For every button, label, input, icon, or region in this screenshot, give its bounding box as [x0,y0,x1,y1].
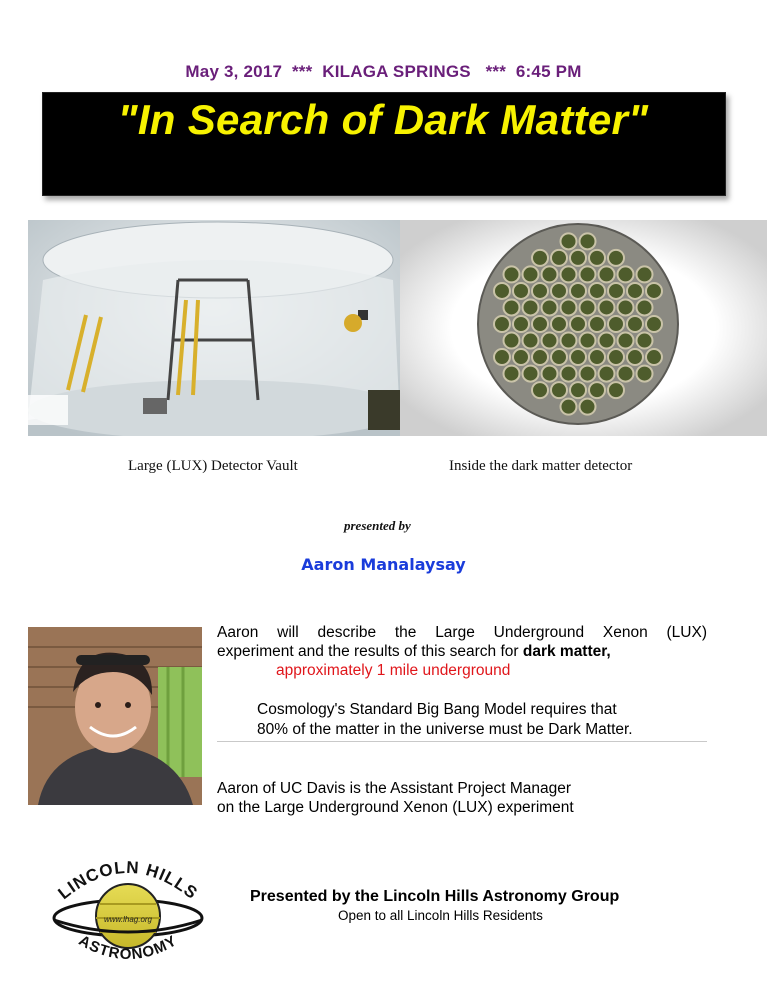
pmt-tube [627,316,643,332]
pmt-tube [513,316,529,332]
pmt-tube [599,333,615,349]
pmt-tube [637,333,653,349]
pmt-tube [513,349,529,365]
pmt-tube [523,333,539,349]
pmt-tube [513,283,529,299]
pmt-tube [551,316,567,332]
pmt-tube [504,333,520,349]
pmt-tube [618,299,634,315]
description-line-1: Aaron will describe the Large Underground Xenon (LUX) [217,624,707,641]
pmt-tube [542,366,558,382]
divider-rule [217,741,707,742]
pmt-tube [561,333,577,349]
pmt-tube [532,316,548,332]
pmt-tube [637,299,653,315]
pmt-tube [551,382,567,398]
pmt-tube [580,299,596,315]
pmt-tube [551,250,567,266]
pmt-tube [599,366,615,382]
pmt-tube [618,366,634,382]
pmt-tube [580,399,596,415]
pmt-tube [589,349,605,365]
pmt-tube [580,233,596,249]
saturn-logo-icon [50,848,205,976]
pmt-tube [570,283,586,299]
footer-audience: Open to all Lincoln Hills Residents [338,908,543,923]
cosmology-line-2: 80% of the matter in the universe must be Dark Matter. [257,721,633,738]
pmt-tube [504,266,520,282]
pmt-tube [542,266,558,282]
dark-matter-emphasis: dark matter, [522,643,611,660]
pmt-tube [542,299,558,315]
pmt-tube [646,316,662,332]
pmt-tube [580,333,596,349]
pmt-tube [561,299,577,315]
pmt-tube [646,283,662,299]
detector-caption: Inside the dark matter detector [449,458,633,474]
pmt-tube [608,349,624,365]
logo-bottom-text: ASTRONOMY [75,932,181,964]
pmt-tube [589,250,605,266]
pmt-tube [532,283,548,299]
depth-note: approximately 1 mile underground [276,662,511,679]
pmt-tube [570,349,586,365]
pmt-tube [523,366,539,382]
pmt-tube [599,266,615,282]
pmt-tube [570,316,586,332]
pmt-tube [532,250,548,266]
description-line-2 [217,642,707,661]
description-line-2-text: experiment and the results of this search for [217,643,523,660]
detector-vault-illustration [28,220,400,436]
pmt-tube [570,250,586,266]
pmt-tube [494,316,510,332]
pmt-tube [589,382,605,398]
pmt-tube [523,299,539,315]
bio-line-1: Aaron of UC Davis is the Assistant Project Manager [217,780,572,797]
pmt-tube [523,266,539,282]
cosmology-line-1: Cosmology's Standard Big Bang Model requires that [257,701,617,718]
pmt-tube [627,283,643,299]
pmt-tube [561,233,577,249]
pmt-tube [542,333,558,349]
pmt-tube [589,316,605,332]
speaker-portrait [28,627,202,805]
pmt-tube [561,399,577,415]
presented-by-label: presented by [344,518,411,533]
pmt-tube [580,366,596,382]
logo-url-text: www.lhag.org [103,915,153,924]
event-date-location-time: May 3, 2017 *** KILAGA SPRINGS *** 6:45 PM [185,62,582,81]
pmt-tube [494,349,510,365]
speaker-portrait-illustration [28,627,202,805]
page-title: "In Search of Dark Matter" [117,96,649,143]
lincoln-hills-astronomy-logo [50,848,205,976]
pmt-tube [561,366,577,382]
pmt-tube [618,333,634,349]
pmt-tube [637,266,653,282]
pmt-tube [608,316,624,332]
pmt-tube [589,283,605,299]
pmt-tube [637,366,653,382]
pmt-tube [532,349,548,365]
vault-caption: Large (LUX) Detector Vault [128,458,298,474]
pmt-tube [608,250,624,266]
logo-top-text: LINCOLN HILLS [54,857,202,904]
pmt-tube [532,382,548,398]
pmt-tube [504,366,520,382]
pmt-tube [608,283,624,299]
pmt-tube [580,266,596,282]
pmt-tube [608,382,624,398]
pmt-tube [618,266,634,282]
footer-presenter: Presented by the Lincoln Hills Astronomy Group [250,888,620,905]
pmt-tube [646,349,662,365]
detector-vault-photo [28,220,400,436]
pmt-tube [570,382,586,398]
pmt-tube [504,299,520,315]
bio-line-2: on the Large Underground Xenon (LUX) experiment [217,799,574,816]
pmt-tube [627,349,643,365]
pmt-tube [551,283,567,299]
pmt-tube [494,283,510,299]
speaker-name: Aaron Manalaysay [301,555,466,574]
pmt-tube [599,299,615,315]
detector-interior-illustration [400,220,767,436]
detector-interior-photo [400,220,767,436]
pmt-tube [551,349,567,365]
pmt-tube [561,266,577,282]
